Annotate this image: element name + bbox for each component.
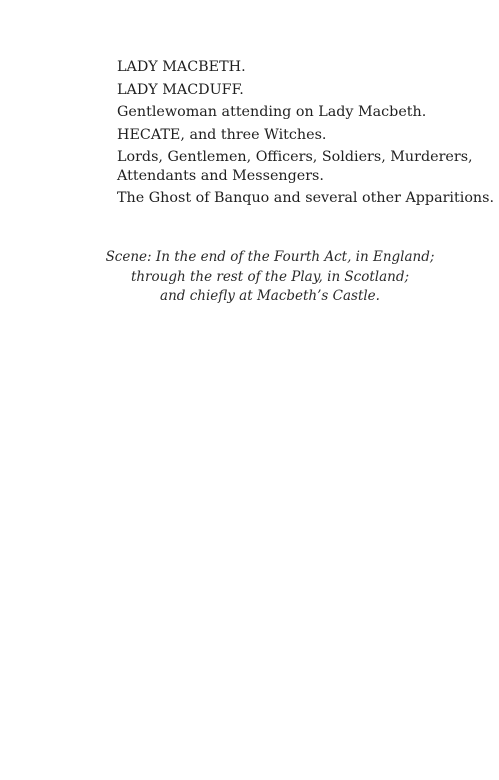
- cast-entry-gentlewoman: [117, 103, 487, 122]
- cast-entry-text: HECATE, and three Witches.: [117, 126, 327, 143]
- scene-note-line-2: through the rest of the Play, in Scotland;: [130, 268, 410, 285]
- cast-entry-text: The Ghost of Banquo and several other Apparitions.: [117, 190, 495, 206]
- cast-entry-text-line-1: Lords, Gentlemen, Officers, Soldiers, Murderers,: [117, 149, 473, 165]
- cast-entry-text-line-2: Attendants and Messengers.: [117, 167, 324, 184]
- cast-entry-lady-macbeth: [117, 58, 487, 77]
- cast-entry-text: LADY MACBETH.: [117, 59, 246, 75]
- scene-setting-note: [100, 248, 440, 307]
- cast-entry-ghost-apparitions: [117, 189, 495, 208]
- scene-note-line-3: and chiefly at Macbeth’s Castle.: [160, 288, 380, 304]
- cast-entry-lady-macduff: [117, 81, 487, 100]
- cast-entry-text: LADY MACDUFF.: [117, 81, 244, 98]
- cast-entry-hecate-witches: [117, 126, 487, 145]
- cast-entry-text: Gentlewoman attending on Lady Macbeth.: [117, 104, 427, 120]
- cast-entry-lords-attendants: [117, 148, 487, 185]
- scene-note-line-1: Scene: In the end of the Fourth Act, in England;: [105, 249, 435, 265]
- dramatis-personae-list: [117, 58, 495, 212]
